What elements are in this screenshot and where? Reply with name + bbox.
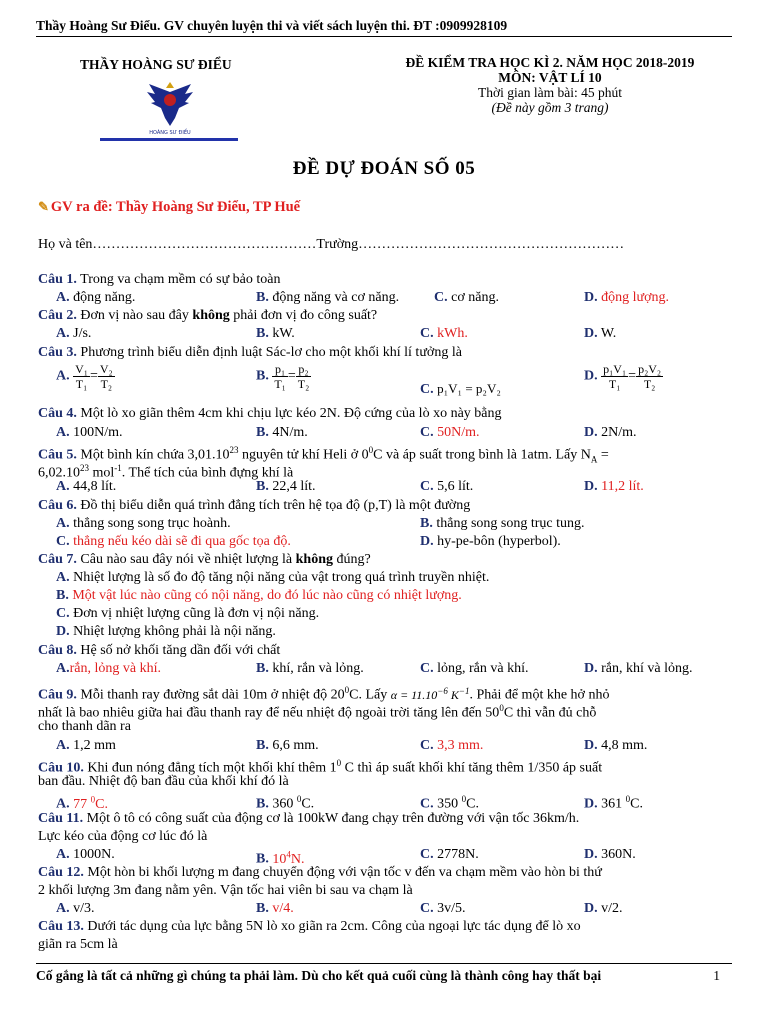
q6-option-c: C. thẳng nếu kéo dài sẽ đi qua gốc tọa độ. bbox=[56, 534, 291, 549]
question-1 bbox=[38, 271, 280, 288]
teacher-name: THẦY HOÀNG SƯ ĐIỂU bbox=[80, 57, 232, 72]
exam-info bbox=[380, 55, 720, 115]
exam-title: ĐỀ KIỂM TRA HỌC KÌ 2. NĂM HỌC 2018-2019 bbox=[405, 55, 695, 70]
q4-option-c: C. 50N/m. bbox=[420, 425, 480, 440]
q2-option-a: A. J/s. bbox=[56, 326, 92, 341]
q9-option-c: C. 3,3 mm. bbox=[420, 738, 484, 753]
q8-option-a: A.rắn, lỏng và khí. bbox=[56, 661, 161, 676]
question-2: Câu 2. Đơn vị nào sau đây không phải đơn vị đo công suất? bbox=[38, 308, 378, 323]
q12-option-b: B. v/4. bbox=[256, 901, 294, 916]
q11-option-a: A. 1000N. bbox=[56, 847, 115, 862]
question-13: Câu 13. Dưới tác dụng của lực bằng 5N lò xo giãn ra 2cm. Công của ngoại lực tác dụng để lò xo bbox=[38, 919, 581, 934]
q8-option-d: D. rắn, khí và lỏng. bbox=[584, 661, 693, 676]
q10-option-d: D. 361 $^0$C. bbox=[584, 794, 643, 812]
q11-option-d: D. 360N. bbox=[584, 847, 636, 862]
q2-option-c: C. kWh. bbox=[420, 326, 468, 341]
q6-option-a: A. thẳng song song trục hoành. bbox=[56, 516, 231, 531]
q12-option-d: D. v/2. bbox=[584, 901, 623, 916]
q8-option-b: B. khí, rắn và lỏng. bbox=[256, 661, 364, 676]
q7-option-d: D. Nhiệt lượng không phải là nội năng. bbox=[56, 624, 276, 639]
q3-option-c: C. p₁V₁ = p₂V₂ bbox=[420, 381, 501, 397]
q6-option-b: B. thẳng song song trục tung. bbox=[420, 516, 585, 531]
question-number: Câu 1. bbox=[38, 272, 77, 287]
question-11-line-2: Lực kéo của động cơ lúc đó là bbox=[38, 829, 208, 844]
name-school-line: Họ và tên…………………………………………Trường………………………………………………… bbox=[38, 237, 625, 252]
q6-option-d: D. hy-pe-bôn (hyperbol). bbox=[420, 534, 561, 549]
q2-option-d: D. W. bbox=[584, 326, 617, 341]
author-line bbox=[38, 199, 300, 216]
pen-icon: ✎ bbox=[38, 199, 49, 214]
q11-option-c: C. 2778N. bbox=[420, 847, 479, 862]
header-contact-line: Thầy Hoàng Sư Điểu. GV chuyên luyện thi và viết sách luyện thi. ĐT :0909928109 bbox=[36, 18, 508, 33]
author-text: GV ra đề: Thầy Hoàng Sư Điểu, TP Huế bbox=[50, 199, 301, 215]
question-5-line-2: 6,02.10$^{23}$ mol$^{-1}$. Thể tích của bình đựng khí là bbox=[38, 463, 294, 481]
logo-underline bbox=[100, 138, 238, 141]
exam-subject: MÔN: VẬT LÍ 10 bbox=[498, 70, 602, 85]
question-6: Câu 6. Đồ thị biểu diễn quá trình đẳng tích trên hệ tọa độ (p,T) là một đường bbox=[38, 498, 471, 513]
question-4: Câu 4. Một lò xo giãn thêm 4cm khi chịu lực kéo 2N. Độ cứng của lò xo này bằng bbox=[38, 406, 502, 421]
question-7: Câu 7. Câu nào sau đây nói về nhiệt lượng là không đúng? bbox=[38, 552, 371, 567]
q1-option-a: A. động năng. bbox=[56, 290, 136, 305]
question-13-line-2: giãn ra 5cm là bbox=[38, 937, 118, 952]
exam-main-title: ĐỀ DỰ ĐOÁN SỐ 05 bbox=[292, 158, 476, 179]
logo-text: HOÀNG SƯ ĐIỂU bbox=[149, 130, 191, 136]
q7-option-a: A. Nhiệt lượng là số đo độ tăng nội năng của vật trong quá trình truyền nhiệt. bbox=[56, 570, 490, 585]
q1-option-d: D. động lượng. bbox=[584, 290, 670, 305]
header-rule bbox=[36, 36, 732, 37]
question-8: Câu 8. Hệ số nở khối tăng dần đối với chất bbox=[38, 643, 281, 658]
q1-option-b: B. động năng và cơ năng. bbox=[256, 290, 400, 305]
q5-option-c: C. 5,6 lít. bbox=[420, 479, 474, 494]
q5-option-b: B. 22,4 lít. bbox=[256, 479, 316, 494]
exam-pages-note: (Đề này gồm 3 trang) bbox=[491, 100, 609, 115]
question-5: Câu 5. Một bình kín chứa 3,01.10$^{23}$ nguyên tử khí Heli ở $0^0C$ và áp suất trong bình là 1atm. Lấy $N_A$ = bbox=[38, 445, 609, 465]
q4-option-b: B. 4N/m. bbox=[256, 425, 308, 440]
question-10: Câu 10. Khi đun nóng đẳng tích một khối khí thêm $1^0$ C thì áp suất khối khí tăng thêm 1/350 áp suất bbox=[38, 758, 603, 776]
q12-option-a: A. v/3. bbox=[56, 901, 95, 916]
footer-quote: Cố gắng là tất cả những gì chúng ta phải làm. Dù cho kết quả cuối cùng là thành công hay thất bại bbox=[36, 968, 602, 983]
exam-time: Thời gian làm bài: 45 phút bbox=[478, 85, 622, 100]
q10-option-b: B. 360 $^0$C. bbox=[256, 794, 315, 812]
question-9-line-2: nhất là bao nhiêu giữa hai đầu thanh ray để nếu nhiệt độ ngoài trời tăng lên đến $50^0C$ thì vẫn đủ chỗ bbox=[38, 703, 597, 721]
question-11: Câu 11. Một ô tô có công suất của động cơ là 100kW đang chạy trên đường với vận tốc 36km/h. bbox=[38, 811, 580, 826]
q5-option-d: D. 11,2 lít. bbox=[584, 479, 644, 494]
q4-option-a: A. 100N/m. bbox=[56, 425, 123, 440]
q3-option-d: D. $\frac{\text{p₁V₁}}{\text{T₁}}$ = $\frac{\text{p₂V₂}}{\text{T₂}}$ bbox=[584, 362, 662, 391]
q2-option-b: B. kW. bbox=[256, 326, 295, 341]
q12-option-c: C. 3v/5. bbox=[420, 901, 466, 916]
question-12: Câu 12. Một hòn bi khối lượng m đang chuyển động với vận tốc v đến va chạm mềm vào hòn bi thứ bbox=[38, 865, 602, 880]
q1-option-c: C. cơ năng. bbox=[434, 290, 499, 305]
footer-rule bbox=[36, 963, 732, 964]
q7-option-b: B. Một vật lúc nào cũng có nội năng, do đó lúc nào cũng có nhiệt lượng. bbox=[56, 588, 462, 603]
q10-option-a: A. 77 $^0$C. bbox=[56, 794, 108, 812]
q3-option-b: B. $\frac{\text{p₁}}{\text{T₁}}$ = $\frac{\text{p₂}}{\text{T₂}}$ bbox=[256, 362, 310, 391]
q9-option-b: B. 6,6 mm. bbox=[256, 738, 319, 753]
q5-option-a: A. 44,8 lít. bbox=[56, 479, 117, 494]
q11-option-b: B. $10^4N$. bbox=[256, 849, 305, 867]
q9-option-d: D. 4,8 mm. bbox=[584, 738, 648, 753]
question-9-line-3: cho thanh dãn ra bbox=[38, 719, 131, 734]
question-9: Câu 9. Mỗi thanh ray đường sắt dài 10m ở nhiệt độ $20^0C$. Lấy $\alpha = 11.10^{-6}$ $K^{-1}$. Phải để một khe hở nhỏ bbox=[38, 685, 610, 703]
q10-option-c: C. 350 $^0$C. bbox=[420, 794, 479, 812]
q7-option-c: C. Đơn vị nhiệt lượng cũng là đơn vị nội năng. bbox=[56, 606, 320, 621]
question-10-line-2: ban đầu. Nhiệt độ ban đầu của khối khí đó là bbox=[38, 774, 289, 789]
question-12-line-2: 2 khối lượng 3m đang nằm yên. Vận tốc hai viên bi sau va chạm là bbox=[38, 883, 413, 898]
question-3: Câu 3. Phương trình biểu diễn định luật Sác-lơ cho một khối khí lí tưởng là bbox=[38, 345, 462, 360]
question-text: Trong va chạm mềm có sự bảo toàn bbox=[80, 272, 281, 287]
q3-option-a: A. $\frac{\text{V₁}}{\text{T₁}}$ = $\frac{\text{V₂}}{\text{T₂}}$ bbox=[56, 362, 113, 391]
eagle-logo-icon bbox=[145, 78, 195, 136]
q8-option-c: C. lỏng, rắn và khí. bbox=[420, 661, 529, 676]
q9-option-a: A. 1,2 mm bbox=[56, 738, 116, 753]
page-number: 1 bbox=[713, 968, 720, 983]
q4-option-d: D. 2N/m. bbox=[584, 425, 637, 440]
